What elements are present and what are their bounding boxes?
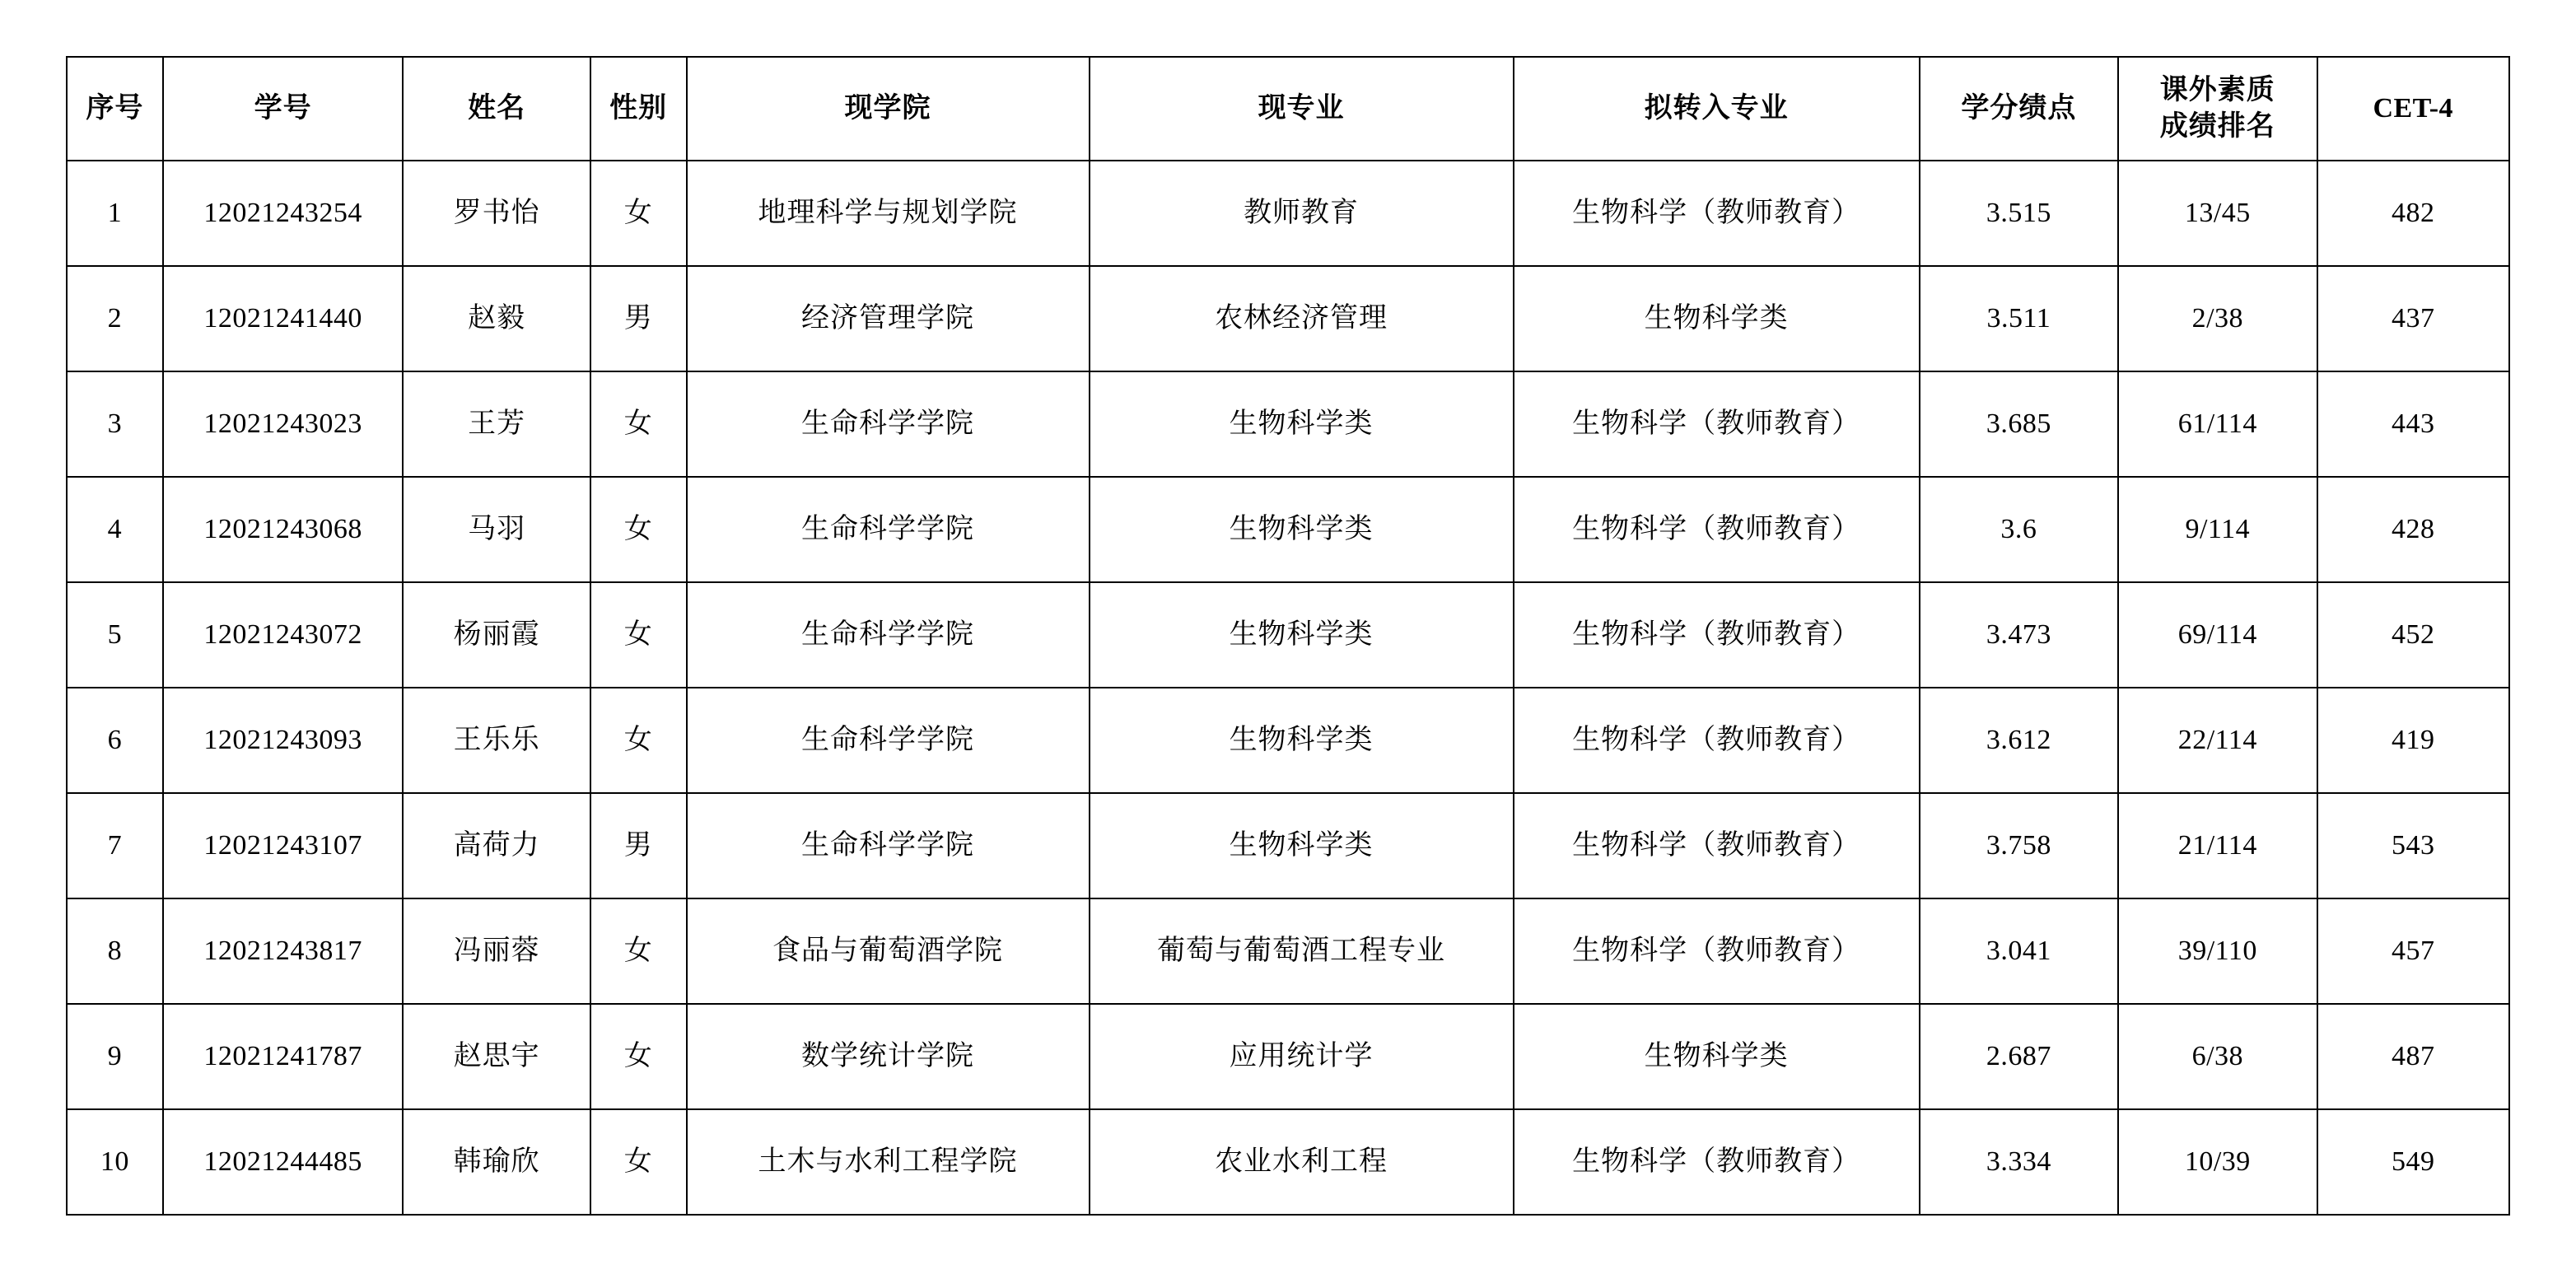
cell-gpa: 2.687 — [1920, 1004, 2118, 1109]
cell-target-major: 生物科学（教师教育） — [1514, 371, 1920, 477]
cell-name: 高荷力 — [403, 793, 590, 898]
cell-rank: 21/114 — [2118, 793, 2317, 898]
column-header-rank-line1: 课外素质 — [2159, 75, 2275, 106]
cell-cet4: 452 — [2317, 582, 2509, 688]
cell-major: 葡萄与葡萄酒工程专业 — [1090, 898, 1514, 1004]
cell-gpa: 3.511 — [1920, 266, 2118, 371]
cell-index: 10 — [67, 1109, 163, 1215]
cell-gender: 男 — [590, 793, 687, 898]
cell-cet4: 549 — [2317, 1109, 2509, 1215]
cell-rank: 22/114 — [2118, 688, 2317, 793]
column-header-target-major: 拟转入专业 — [1514, 57, 1920, 161]
cell-major: 生物科学类 — [1090, 688, 1514, 793]
cell-name: 赵毅 — [403, 266, 590, 371]
cell-cet4: 443 — [2317, 371, 2509, 477]
column-header-major: 现专业 — [1090, 57, 1514, 161]
cell-gender: 女 — [590, 161, 687, 266]
table-row — [67, 582, 2509, 688]
cell-target-major: 生物科学（教师教育） — [1514, 477, 1920, 582]
column-header-college: 现学院 — [687, 57, 1090, 161]
cell-target-major: 生物科学（教师教育） — [1514, 582, 1920, 688]
table-row — [67, 371, 2509, 477]
cell-student-id: 12021243072 — [163, 582, 404, 688]
cell-major: 农林经济管理 — [1090, 266, 1514, 371]
cell-rank: 6/38 — [2118, 1004, 2317, 1109]
cell-gpa: 3.473 — [1920, 582, 2118, 688]
cell-target-major: 生物科学类 — [1514, 266, 1920, 371]
cell-gpa: 3.334 — [1920, 1109, 2118, 1215]
cell-college: 地理科学与规划学院 — [687, 161, 1090, 266]
cell-gpa: 3.515 — [1920, 161, 2118, 266]
cell-index: 4 — [67, 477, 163, 582]
cell-student-id: 12021243817 — [163, 898, 404, 1004]
cell-cet4: 482 — [2317, 161, 2509, 266]
table-header — [67, 57, 2509, 161]
cell-student-id: 12021243023 — [163, 371, 404, 477]
cell-college: 食品与葡萄酒学院 — [687, 898, 1090, 1004]
cell-rank: 13/45 — [2118, 161, 2317, 266]
cell-student-id: 12021243093 — [163, 688, 404, 793]
cell-major: 应用统计学 — [1090, 1004, 1514, 1109]
cell-rank: 39/110 — [2118, 898, 2317, 1004]
cell-gender: 女 — [590, 688, 687, 793]
cell-name: 杨丽霞 — [403, 582, 590, 688]
cell-rank: 10/39 — [2118, 1109, 2317, 1215]
cell-gpa: 3.612 — [1920, 688, 2118, 793]
cell-student-id: 12021244485 — [163, 1109, 404, 1215]
table-row — [67, 266, 2509, 371]
cell-student-id: 12021243107 — [163, 793, 404, 898]
cell-gender: 女 — [590, 898, 687, 1004]
cell-major: 生物科学类 — [1090, 477, 1514, 582]
cell-target-major: 生物科学（教师教育） — [1514, 898, 1920, 1004]
cell-name: 马羽 — [403, 477, 590, 582]
cell-gpa: 3.758 — [1920, 793, 2118, 898]
cell-name: 罗书怡 — [403, 161, 590, 266]
cell-cet4: 419 — [2317, 688, 2509, 793]
cell-index: 7 — [67, 793, 163, 898]
table-header-row — [67, 57, 2509, 161]
cell-index: 5 — [67, 582, 163, 688]
cell-gpa: 3.041 — [1920, 898, 2118, 1004]
table-row — [67, 898, 2509, 1004]
cell-index: 8 — [67, 898, 163, 1004]
cell-name: 王芳 — [403, 371, 590, 477]
cell-college: 生命科学学院 — [687, 371, 1090, 477]
cell-name: 王乐乐 — [403, 688, 590, 793]
cell-rank: 61/114 — [2118, 371, 2317, 477]
cell-name: 韩瑜欣 — [403, 1109, 590, 1215]
column-header-name: 姓名 — [403, 57, 590, 161]
cell-gender: 女 — [590, 1109, 687, 1215]
cell-major: 教师教育 — [1090, 161, 1514, 266]
cell-target-major: 生物科学（教师教育） — [1514, 793, 1920, 898]
cell-college: 生命科学学院 — [687, 477, 1090, 582]
cell-rank: 69/114 — [2118, 582, 2317, 688]
cell-college: 生命科学学院 — [687, 688, 1090, 793]
column-header-student-id: 学号 — [163, 57, 404, 161]
cell-student-id: 12021241440 — [163, 266, 404, 371]
cell-cet4: 487 — [2317, 1004, 2509, 1109]
column-header-index: 序号 — [67, 57, 163, 161]
cell-name: 赵思宇 — [403, 1004, 590, 1109]
cell-college: 数学统计学院 — [687, 1004, 1090, 1109]
cell-index: 2 — [67, 266, 163, 371]
cell-target-major: 生物科学（教师教育） — [1514, 1109, 1920, 1215]
table-row — [67, 1004, 2509, 1109]
cell-target-major: 生物科学类 — [1514, 1004, 1920, 1109]
table-row — [67, 688, 2509, 793]
cell-name: 冯丽蓉 — [403, 898, 590, 1004]
cell-cet4: 543 — [2317, 793, 2509, 898]
cell-index: 1 — [67, 161, 163, 266]
column-header-rank — [2118, 57, 2317, 161]
cell-major: 生物科学类 — [1090, 371, 1514, 477]
cell-major: 生物科学类 — [1090, 582, 1514, 688]
cell-major: 生物科学类 — [1090, 793, 1514, 898]
cell-index: 9 — [67, 1004, 163, 1109]
cell-rank: 9/114 — [2118, 477, 2317, 582]
cell-student-id: 12021243068 — [163, 477, 404, 582]
cell-college: 经济管理学院 — [687, 266, 1090, 371]
cell-cet4: 457 — [2317, 898, 2509, 1004]
cell-rank: 2/38 — [2118, 266, 2317, 371]
cell-college: 土木与水利工程学院 — [687, 1109, 1090, 1215]
cell-index: 3 — [67, 371, 163, 477]
cell-gender: 男 — [590, 266, 687, 371]
student-transfer-table — [66, 56, 2510, 1216]
table-row — [67, 793, 2509, 898]
table-row — [67, 477, 2509, 582]
column-header-gender: 性别 — [590, 57, 687, 161]
table-body — [67, 161, 2509, 1215]
cell-student-id: 12021243254 — [163, 161, 404, 266]
cell-student-id: 12021241787 — [163, 1004, 404, 1109]
table-row — [67, 161, 2509, 266]
cell-target-major: 生物科学（教师教育） — [1514, 688, 1920, 793]
cell-gpa: 3.685 — [1920, 371, 2118, 477]
cell-gender: 女 — [590, 1004, 687, 1109]
cell-cet4: 428 — [2317, 477, 2509, 582]
cell-gender: 女 — [590, 371, 687, 477]
cell-college: 生命科学学院 — [687, 793, 1090, 898]
cell-major: 农业水利工程 — [1090, 1109, 1514, 1215]
cell-index: 6 — [67, 688, 163, 793]
cell-cet4: 437 — [2317, 266, 2509, 371]
cell-college: 生命科学学院 — [687, 582, 1090, 688]
cell-gender: 女 — [590, 582, 687, 688]
column-header-rank-line2: 成绩排名 — [2159, 111, 2275, 142]
column-header-cet4: CET-4 — [2317, 57, 2509, 161]
cell-gpa: 3.6 — [1920, 477, 2118, 582]
column-header-gpa: 学分绩点 — [1920, 57, 2118, 161]
cell-target-major: 生物科学（教师教育） — [1514, 161, 1920, 266]
cell-gender: 女 — [590, 477, 687, 582]
table-row — [67, 1109, 2509, 1215]
